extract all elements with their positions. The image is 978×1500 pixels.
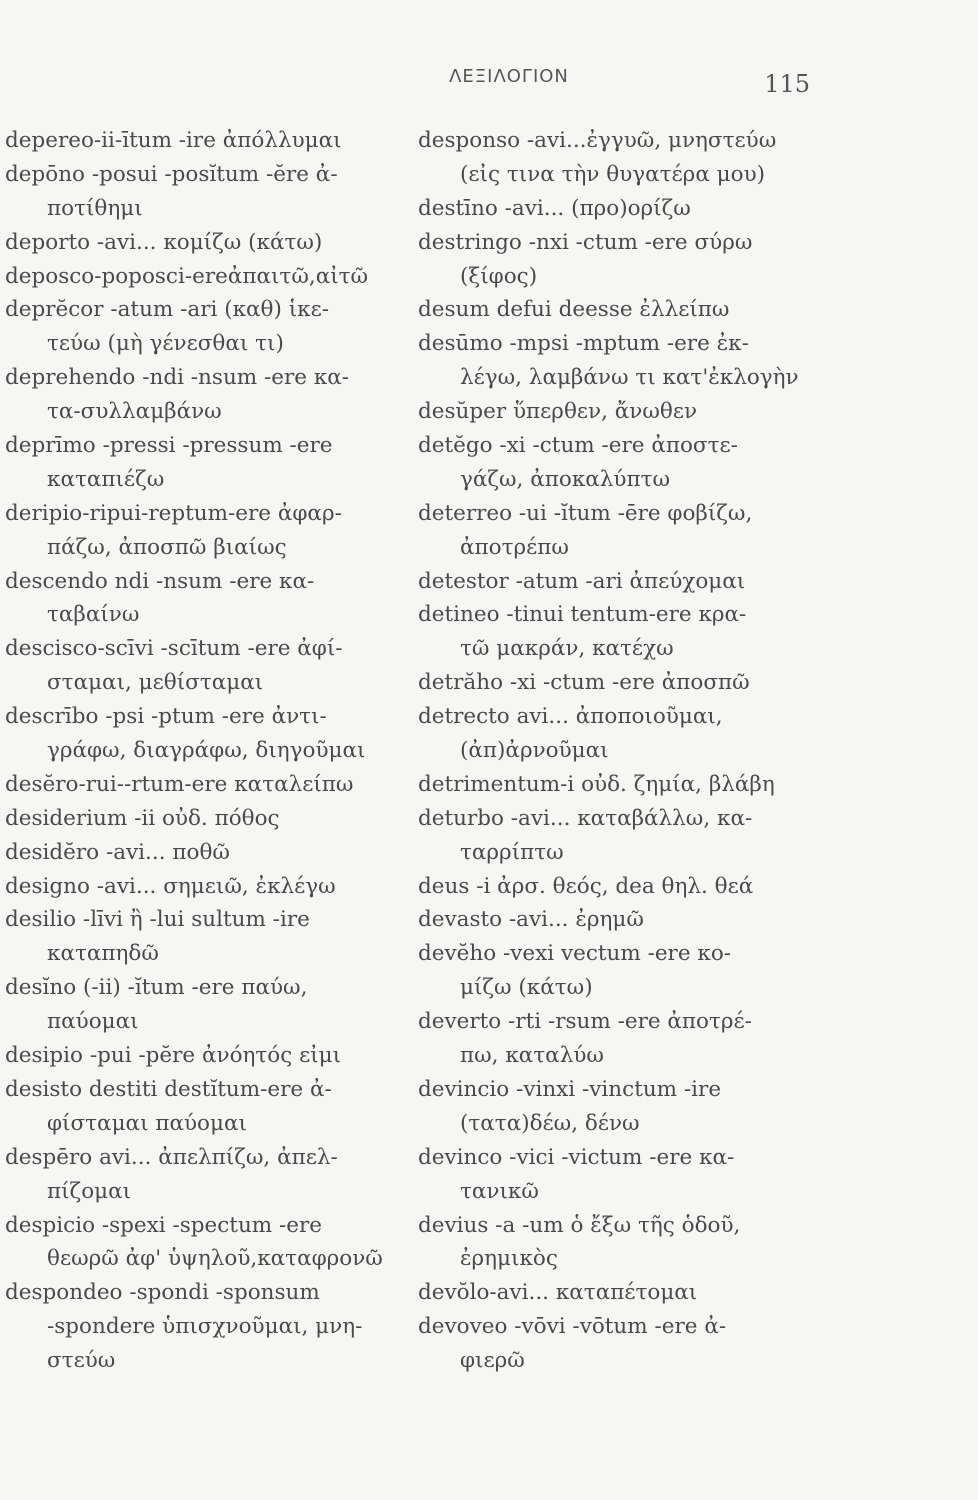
- entry-line: devasto -avi... ἐρημῶ: [418, 907, 644, 933]
- entry-line: detrecto avi... ἀποποιοῦμαι,: [418, 704, 723, 730]
- entry-line: deporto -avi... κομίζω (κάτω): [5, 229, 323, 255]
- entry-line: depōno -posui -posĭtum -ĕre ἀ-: [5, 161, 338, 187]
- entry-continuation-line: -spondere ὑπισχνοῦμαι, μνη-: [47, 1314, 363, 1340]
- entry-continuation-line: (εἰς τινα τὴν θυγατέρα μου): [460, 161, 766, 187]
- entry-line: descisco-scīvi -scītum -ere ἀφί-: [5, 636, 343, 662]
- entry-continuation-line: σταμαι, μεθίσταμαι: [47, 670, 264, 696]
- entry-continuation-line: καταπηδῶ: [47, 941, 159, 967]
- right-column: [418, 124, 818, 1378]
- entry-continuation-line: στεύω: [47, 1348, 116, 1374]
- entry-continuation-line: ταβαίνω: [47, 602, 140, 628]
- entry-line: devius -a -um ὁ ἔξω τῆς ὁδοῦ,: [418, 1212, 741, 1238]
- entry-continuation-line: γράφω, διαγράφω, διηγοῦμαι: [47, 738, 366, 764]
- entry-line: desūmo -mpsi -mptum -ere ἐκ-: [418, 331, 749, 357]
- entry-continuation-line: ἐρημικὸς: [460, 1246, 558, 1272]
- entry-continuation-line: παύομαι: [47, 1009, 139, 1035]
- entry-line: deposco-poposci-ereἀπαιτῶ,αἰτῶ: [5, 263, 369, 289]
- entry-line: descendo ndi -nsum -ere κα-: [5, 568, 315, 594]
- entry-line: desiderium -ii οὐδ. πόθος: [5, 805, 280, 831]
- entry-line: desidĕro -avi... ποθῶ: [5, 839, 230, 865]
- entry-continuation-line: πίζομαι: [47, 1178, 132, 1204]
- entry-line: descrībo -psi -ptum -ere ἀντι-: [5, 704, 327, 730]
- entry-line: devĕho -vexi vectum -ere κο-: [418, 941, 732, 967]
- entry-line: detrăho -xi -ctum -ere ἀποσπῶ: [418, 670, 750, 696]
- entry-line: deripio-ripui-reptum-ere ἀφαρ-: [5, 500, 342, 526]
- entry-continuation-line: ποτίθημι: [47, 195, 143, 221]
- entry-line: depereo-ii-ītum -ire ἀπόλλυμαι: [5, 128, 342, 153]
- entry-continuation-line: θεωρῶ ἀφ' ὑψηλοῦ,καταφρονῶ: [47, 1246, 383, 1272]
- entry-line: devinco -vici -victum -ere κα-: [418, 1144, 735, 1170]
- entry-line: despēro avi... ἀπελπίζω, ἀπελ-: [5, 1144, 338, 1170]
- entry-continuation-line: τῶ μακράν, κατέχω: [460, 636, 674, 662]
- entry-line: devincio -vinxi -vinctum -ire: [418, 1076, 722, 1102]
- entry-line: desum defui deesse ἐλλείπω: [418, 297, 730, 323]
- entry-continuation-line: τεύω (μὴ γένεσθαι τι): [47, 331, 284, 357]
- entry-line: deprīmo -pressi -pressum -ere: [5, 433, 333, 459]
- entry-continuation-line: (ξίφος): [460, 263, 538, 289]
- page-number: 115: [764, 70, 810, 98]
- entry-line: despondeo -spondi -sponsum: [5, 1280, 320, 1306]
- entry-continuation-line: φιερῶ: [460, 1348, 525, 1374]
- entry-line: detĕgo -xi -ctum -ere ἀποστε-: [418, 433, 738, 459]
- entry-line: destīno -avi... (προ)ορίζω: [418, 195, 691, 221]
- entry-continuation-line: (τατα)δέω, δένω: [460, 1110, 640, 1136]
- entry-line: desĭno (-ii) -ĭtum -ere παύω,: [5, 975, 308, 1001]
- entry-continuation-line: πω, καταλύω: [460, 1043, 604, 1069]
- entry-line: detrimentum-i οὐδ. ζημία, βλάβη: [418, 771, 775, 797]
- entry-line: desipio -pui -pĕre ἀνόητός εἰμι: [5, 1043, 342, 1069]
- entry-continuation-line: τανικῶ: [460, 1178, 539, 1204]
- entry-continuation-line: μίζω (κάτω): [460, 975, 593, 1001]
- left-column: [5, 124, 403, 1378]
- entry-continuation-line: γάζω, ἀποκαλύπτω: [460, 466, 671, 492]
- entry-line: deverto -rti -rsum -ere ἀποτρέ-: [418, 1009, 752, 1035]
- entry-continuation-line: φίσταμαι παύομαι: [47, 1110, 247, 1136]
- entry-line: designo -avi... σημειῶ, ἐκλέγω: [5, 873, 336, 899]
- entry-line: deprehendo -ndi -nsum -ere κα-: [5, 365, 350, 391]
- entry-line: desŭper ὕπερθεν, ἄνωθεν: [418, 399, 698, 425]
- entry-line: detestor -atum -ari ἀπεύχομαι: [418, 568, 746, 594]
- entry-continuation-line: τα-συλλαμβάνω: [47, 399, 222, 425]
- entry-line: desilio -līvi ἢ -lui sultum -ire: [5, 907, 310, 933]
- entry-line: desĕro-rui--rtum-ere καταλείπω: [5, 771, 354, 797]
- running-header: ΛΕΞΙΛΟΓΙΟΝ: [449, 66, 569, 87]
- entry-continuation-line: ἀποτρέπω: [460, 534, 569, 560]
- entry-continuation-line: ταρρίπτω: [460, 839, 564, 865]
- entry-line: deterreo -ui -ĭtum -ēre φοβίζω,: [418, 500, 753, 526]
- entry-line: destringo -nxi -ctum -ere σύρω: [418, 229, 753, 255]
- entry-line: desponso -avi...ἐγγυῶ, μνηστεύω: [418, 128, 777, 153]
- entry-line: despicio -spexi -spectum -ere: [5, 1212, 322, 1238]
- entry-line: desisto destiti destĭtum-ere ἀ-: [5, 1076, 332, 1102]
- entry-line: deprĕcor -atum -ari (καθ) ἱκε-: [5, 297, 329, 323]
- entry-continuation-line: καταπιέζω: [47, 466, 165, 492]
- entry-line: devoveo -vōvi -vōtum -ere ἀ-: [418, 1314, 727, 1340]
- entry-line: deus -i ἀρσ. θεός, dea θηλ. θεά: [418, 873, 754, 899]
- entry-line: detineo -tinui tentum-ere κρα-: [418, 602, 747, 628]
- entry-continuation-line: πάζω, ἀποσπῶ βιαίως: [47, 534, 287, 560]
- entry-continuation-line: λέγω, λαμβάνω τι κατ'ἐκλογὴν: [460, 365, 799, 391]
- entry-line: deturbo -avi... καταβάλλω, κα-: [418, 805, 753, 831]
- entry-continuation-line: (ἀπ)ἀρνοῦμαι: [460, 738, 609, 764]
- entry-line: devŏlo-avi... καταπέτομαι: [418, 1280, 698, 1306]
